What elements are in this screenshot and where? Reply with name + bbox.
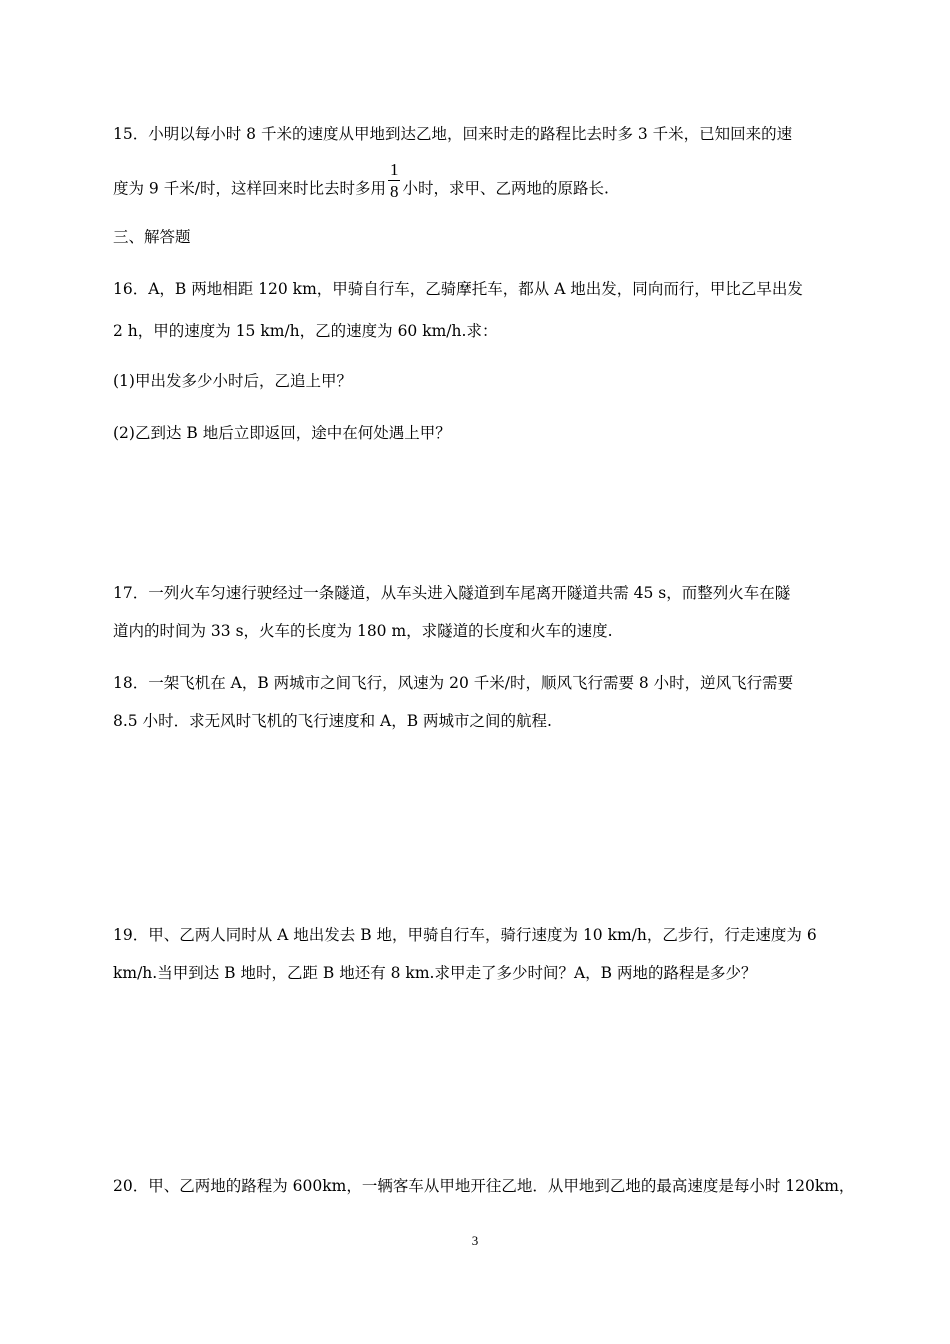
fraction-bar bbox=[388, 180, 401, 181]
fraction-numerator: 1 bbox=[389, 160, 399, 179]
question-15-line-2 bbox=[113, 160, 609, 209]
question-17-line-2: 道内的时间为 33 s，火车的长度为 180 m，求隧道的长度和火车的速度. bbox=[113, 622, 613, 640]
fraction-one-eighth bbox=[388, 161, 401, 200]
fraction-denominator: 8 bbox=[389, 182, 399, 201]
question-16-part-2: (2)乙到达 B 地后立即返回，途中在何处遇上甲？ bbox=[113, 424, 451, 442]
question-18-line-2: 8.5 小时．求无风时飞机的飞行速度和 A，B 两城市之间的航程. bbox=[113, 712, 552, 730]
question-15-text-before-fraction: 度为 9 千米/时，这样回来时比去时多用 bbox=[113, 179, 386, 198]
page-number: 3 bbox=[471, 1233, 479, 1248]
question-18-line-1: 18．一架飞机在 A，B 两城市之间飞行，风速为 20 千米/时，顺风飞行需要 8 小时，逆风飞行需要 bbox=[113, 674, 794, 692]
question-16-part-1: (1)甲出发多少小时后，乙追上甲？ bbox=[113, 372, 352, 390]
question-17-line-1: 17．一列火车匀速行驶经过一条隧道，从车头进入隧道到车尾离开隧道共需 45 s，而整列火车在隧 bbox=[113, 584, 791, 602]
section-heading-solutions: 三、解答题 bbox=[113, 228, 191, 246]
question-16-line-2: 2 h，甲的速度为 15 km/h，乙的速度为 60 km/h.求： bbox=[113, 322, 498, 340]
question-19-line-2: km/h.当甲到达 B 地时，乙距 B 地还有 8 km.求甲走了多少时间？A，B 两地的路程是多少？ bbox=[113, 964, 757, 982]
question-16-line-1: 16．A，B 两地相距 120 km，甲骑自行车，乙骑摩托车，都从 A 地出发，同向而行，甲比乙早出发 bbox=[113, 280, 803, 298]
question-20-line-1: 20．甲、乙两地的路程为 600km，一辆客车从甲地开往乙地．从甲地到乙地的最高速度是每小时 120km， bbox=[113, 1177, 855, 1195]
question-19-line-1: 19．甲、乙两人同时从 A 地出发去 B 地，甲骑自行车，骑行速度为 10 km/h，乙步行，行走速度为 6 bbox=[113, 926, 817, 944]
question-15-text-after-fraction: 小时，求甲、乙两地的原路长. bbox=[402, 179, 609, 198]
question-15-line-1: 15．小明以每小时 8 千米的速度从甲地到达乙地，回来时走的路程比去时多 3 千米，已知回来的速 bbox=[113, 125, 793, 143]
